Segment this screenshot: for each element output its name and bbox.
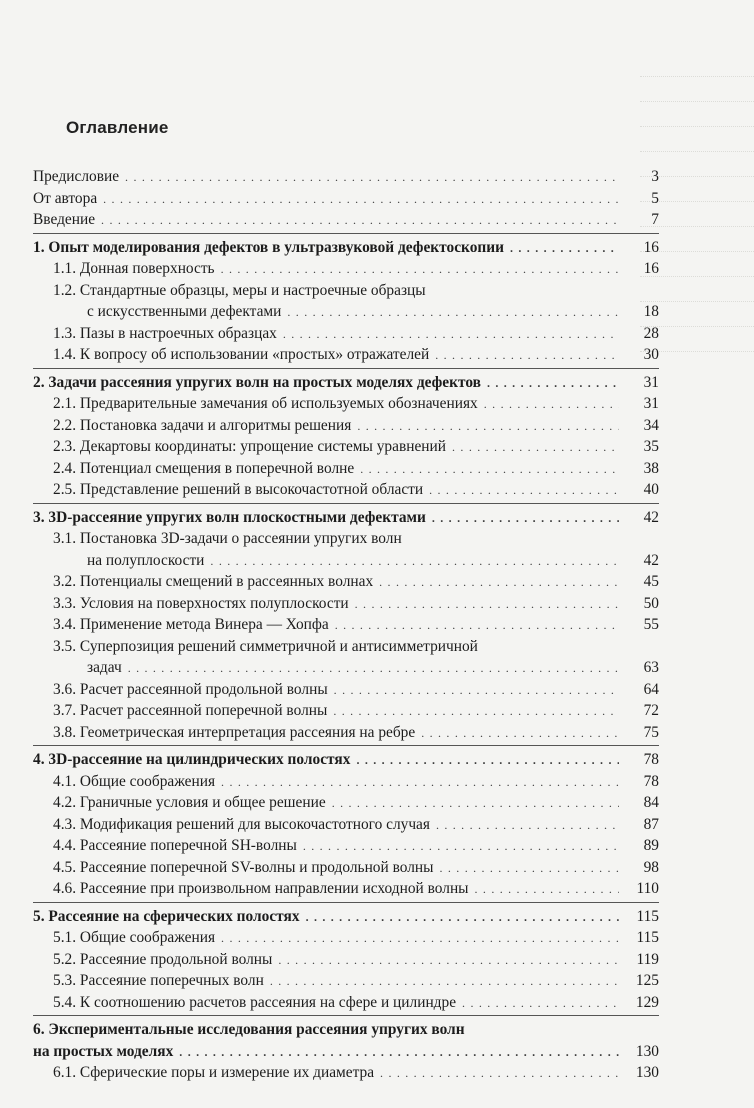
toc-entry [33,415,659,437]
toc-entry [33,479,659,501]
toc-entry [33,679,659,701]
toc-page-number: 130 [635,1064,659,1081]
toc-entry [33,571,659,593]
dot-leader [306,907,619,929]
toc-entry [33,992,659,1014]
toc-page-number: 34 [643,416,659,434]
dot-leader [360,459,619,481]
dot-leader [429,480,619,502]
toc-entry [33,878,659,900]
dot-leader [210,551,619,573]
dot-leader [510,238,619,260]
page-title: Оглавление [66,118,169,137]
toc-entry-title: с искусственными дефектами [87,303,282,320]
toc-page-number: 129 [635,993,659,1011]
toc-entry-title: 2.1. Предварительные замечания об используемых обозначениях [53,395,478,412]
chapter-divider [33,233,659,234]
toc-entry [33,722,659,744]
toc-entry [33,1062,659,1084]
toc-entry-title: 3.6. Расчет рассеянной продольной волны [53,680,328,698]
toc-entry-title: 3.8. Геометрическая интерпретация рассеяния на ребре [53,723,416,741]
toc-entry [33,636,659,658]
toc-entry [33,393,659,415]
toc-entry-title: 2.3. Декартовы координаты: упрощение системы уравнений [53,438,447,455]
toc-entry-title: на простых моделях [33,1042,174,1060]
chapter-divider [33,503,659,504]
toc-entry [33,507,659,529]
toc-entry [33,458,659,480]
toc-entry [33,1019,659,1041]
toc-entry [33,344,659,366]
dot-leader [432,508,619,530]
toc-page-number: 7 [651,211,659,228]
toc-entry [33,949,659,971]
toc-page-number: 5 [651,189,659,207]
toc-entry [33,700,659,722]
toc-entry [33,372,659,394]
toc-page-number: 18 [643,303,659,320]
toc-entry [33,792,659,814]
toc-entry [33,857,659,879]
toc-page-number: 72 [643,702,659,719]
toc-entry [33,301,659,323]
toc-entry [33,258,659,280]
toc-page-number: 16 [643,238,659,256]
toc-entry [33,771,659,793]
dot-leader [287,302,619,324]
toc-entry-title: 4.2. Граничные условия и общее решение [53,794,326,811]
toc-page-number: 63 [643,659,659,676]
toc-entry [33,614,659,636]
dot-leader [303,836,619,858]
dot-leader [332,793,619,815]
toc-page-number: 38 [643,459,659,477]
dot-leader [179,1042,619,1064]
toc-entry [33,593,659,615]
dot-leader [452,437,619,459]
toc-page-number: 98 [643,858,659,876]
dot-leader [125,167,619,189]
toc-page-number: 64 [643,680,659,698]
table-of-contents [33,166,659,1084]
toc-entry-title: 3.2. Потенциалы смещений в рассеянных волнах [53,573,374,590]
toc-entry-title: 6. Экспериментальные исследования рассеяния упругих волн [33,1021,465,1038]
toc-page-number: 55 [643,616,659,633]
toc-page-number: 31 [643,373,659,391]
dot-leader [356,750,619,772]
dot-leader [380,1063,619,1085]
toc-page-number: 78 [643,751,659,768]
toc-page-number: 78 [643,772,659,790]
toc-page-number: 115 [636,929,659,946]
toc-entry [33,436,659,458]
toc-entry-title: 2.2. Постановка задачи и алгоритмы решения [53,416,352,434]
dot-leader [103,189,619,211]
dot-leader [435,345,619,367]
dot-leader [283,324,619,346]
toc-page-number: 31 [643,395,659,412]
dot-leader [101,210,619,232]
dot-leader [278,950,619,972]
toc-entry-title: 4. 3D-рассеяние на цилиндрических полостях [33,751,351,768]
toc-page-number: 28 [643,324,659,342]
toc-entry [33,927,659,949]
toc-page-number: 45 [643,573,659,590]
toc-entry-title: 1.4. К вопросу об использовании «простых» отражателей [53,346,430,363]
toc-entry-title: 6.1. Сферические поры и измерение их диаметра [53,1064,375,1081]
toc-entry-title: 1.3. Пазы в настроечных образцах [53,324,277,342]
toc-entry [33,188,659,210]
dot-leader [221,259,619,281]
chapter-divider [33,902,659,903]
toc-page-number: 75 [643,723,659,741]
toc-entry [33,166,659,188]
toc-entry-title: 4.4. Рассеяние поперечной SH-волны [53,837,297,854]
toc-page-number: 42 [643,551,659,569]
toc-entry-title: 3.1. Постановка 3D-задачи о рассеянии упругих волн [53,530,402,547]
toc-entry-title: 3.3. Условия на поверхностях полуплоскости [53,594,349,612]
dot-leader [357,416,619,438]
toc-entry [33,749,659,771]
dot-leader [484,394,619,416]
toc-entry-title: От автора [33,189,98,207]
toc-page-number: 50 [643,594,659,612]
toc-entry [33,657,659,679]
toc-entry-title: 3.7. Расчет рассеянной поперечной волны [53,702,328,719]
dot-leader [270,971,619,993]
toc-page-number: 89 [643,837,659,854]
toc-entry-title: 4.6. Рассеяние при произвольном направлении исходной волны [53,880,469,897]
toc-entry-title: 3. 3D-рассеяние упругих волн плоскостными дефектами [33,508,426,526]
dot-leader [355,594,619,616]
dot-leader [421,723,619,745]
toc-page-number: 3 [651,168,659,185]
toc-entry-title: 4.5. Рассеяние поперечной SV-волны и продольной волны [53,858,434,876]
toc-entry-title: Введение [33,211,96,228]
dot-leader [379,572,619,594]
toc-page-number: 125 [635,972,659,989]
toc-page-number: 119 [636,950,659,968]
toc-page-number: 84 [643,794,659,811]
toc-entry [33,814,659,836]
toc-entry-title: на полуплоскости [87,551,205,569]
toc-page-number: 16 [643,260,659,277]
toc-entry-title: 5.3. Рассеяние поперечных волн [53,972,264,989]
chapter-divider [33,745,659,746]
chapter-divider [33,1015,659,1016]
toc-entry [33,835,659,857]
toc-entry-title: 5. Рассеяние на сферических полостях [33,907,300,925]
toc-page-number: 110 [636,880,659,897]
toc-entry-title: 2.4. Потенциал смещения в поперечной волне [53,459,355,477]
toc-entry-title: 4.3. Модификация решений для высокочастотного случая [53,815,430,833]
dot-leader [221,928,619,950]
dot-leader [334,680,619,702]
toc-entry [33,323,659,345]
dot-leader [487,373,619,395]
toc-entry [33,906,659,928]
toc-entry-title: 4.1. Общие соображения [53,772,216,790]
dot-leader [440,858,620,880]
toc-entry [33,1041,659,1063]
toc-entry-title: 3.5. Суперпозиция решений симметричной и антисимметричной [53,637,478,655]
toc-entry [33,209,659,231]
toc-page-number: 35 [643,438,659,455]
dot-leader [475,879,619,901]
toc-page-number: 30 [643,346,659,363]
toc-entry [33,280,659,302]
dot-leader [333,701,619,723]
toc-page-number: 87 [643,815,659,833]
dot-leader [436,815,619,837]
toc-page-number: 40 [643,481,659,498]
chapter-divider [33,368,659,369]
toc-entry-title: задач [87,659,122,676]
toc-page-number: 42 [643,508,659,526]
toc-entry-title: 1.1. Донная поверхность [53,260,215,277]
toc-entry-title: 5.2. Рассеяние продольной волны [53,950,273,968]
dot-leader [335,615,619,637]
dot-leader [221,772,619,794]
toc-entry-title: 2. Задачи рассеяния упругих волн на простых моделях дефектов [33,373,481,391]
toc-page-number: 115 [636,907,659,925]
toc-page-number: 130 [635,1042,659,1060]
toc-entry-title: 5.4. К соотношению расчетов рассеяния на сфере и цилиндре [53,993,457,1011]
toc-entry-title: 1.2. Стандартные образцы, меры и настроечные образцы [53,281,426,299]
dot-leader [462,993,619,1015]
toc-entry [33,237,659,259]
toc-entry-title: 2.5. Представление решений в высокочастотной области [53,481,424,498]
toc-entry-title: Предисловие [33,168,120,185]
toc-entry-title: 1. Опыт моделирования дефектов в ультразвуковой дефектоскопии [33,238,504,256]
toc-entry-title: 5.1. Общие соображения [53,929,216,946]
toc-entry [33,970,659,992]
toc-entry [33,528,659,550]
toc-entry [33,550,659,572]
toc-entry-title: 3.4. Применение метода Винера — Хопфа [53,616,329,633]
dot-leader [128,658,619,680]
